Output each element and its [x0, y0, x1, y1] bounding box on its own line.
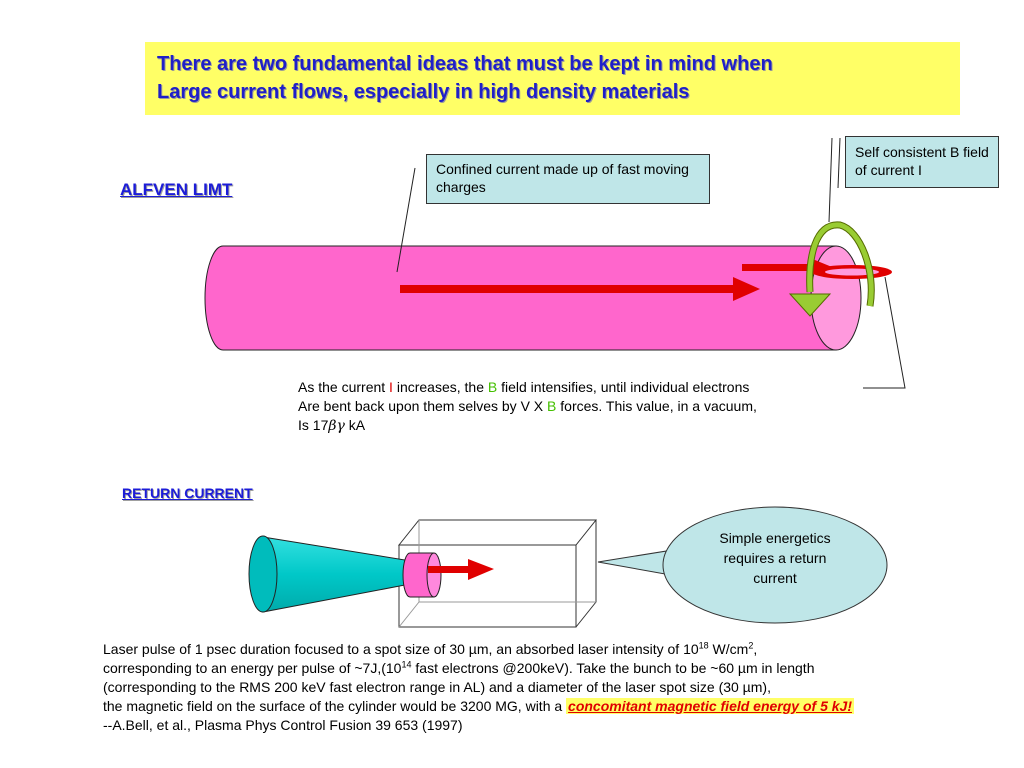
- alfven-text-line-2: Are bent back upon them selves by V X B forces. This value, in a vacuum,: [298, 398, 757, 414]
- self-field-pointer-line-2: [838, 138, 840, 188]
- laser-cone: [249, 536, 405, 612]
- field-symbol-2: B: [547, 398, 557, 414]
- alfven-text-line-3: Is 17βγ kA: [298, 417, 366, 434]
- small-cylinder: [403, 553, 441, 597]
- beta-gamma-symbol: βγ: [328, 418, 345, 434]
- paragraph-line-3: (corresponding to the RMS 200 keV fast electron range in AL) and a diameter of the laser spot size (30 µm),: [103, 679, 771, 695]
- paragraph-line-4: the magnetic field on the surface of the cylinder would be 3200 MG, with a concomitant magnetic field energy of 5 kJ!: [103, 698, 852, 714]
- alfven-explanation: [298, 378, 757, 436]
- self-consistent-field-callout: Self consistent B field of current I: [845, 136, 999, 188]
- alfven-limit-label: ALFVEN LIMT: [120, 180, 233, 199]
- citation: --A.Bell, et al., Plasma Phys Control Fusion 39 653 (1997): [103, 717, 463, 733]
- paragraph-line-1: Laser pulse of 1 psec duration focused to a spot size of 30 µm, an absorbed laser intensity of $10^{18}$ $W/cm^2$,: [103, 640, 758, 657]
- energetics-bubble-text: Simple energetics requires a return current: [719, 530, 831, 586]
- field-symbol: B: [487, 379, 498, 395]
- return-current-label: RETURN CURRENT: [122, 485, 253, 501]
- laser-pulse-paragraph: [103, 640, 1018, 735]
- energy-highlight: concomitant magnetic field energy of 5 kJ!: [568, 698, 852, 714]
- title-line-2: Large current flows, especially in high density materials: [157, 81, 690, 103]
- current-cylinder: [205, 246, 861, 350]
- title-line-1: There are two fundamental ideas that must be kept in mind when: [157, 53, 773, 75]
- paragraph-line-2: corresponding to an energy per pulse of $\sim 7J,(10^{14}$ fast electrons @200keV). Take the bunch to be ~60 µm in length: [103, 659, 815, 676]
- confined-current-callout: Confined current made up of fast moving charges: [426, 154, 710, 204]
- current-symbol: I: [389, 379, 393, 395]
- self-field-pointer-line-1: [829, 138, 832, 222]
- alfven-text-line-1: As the current I increases, the B field intensifies, until individual electrons: [298, 379, 750, 395]
